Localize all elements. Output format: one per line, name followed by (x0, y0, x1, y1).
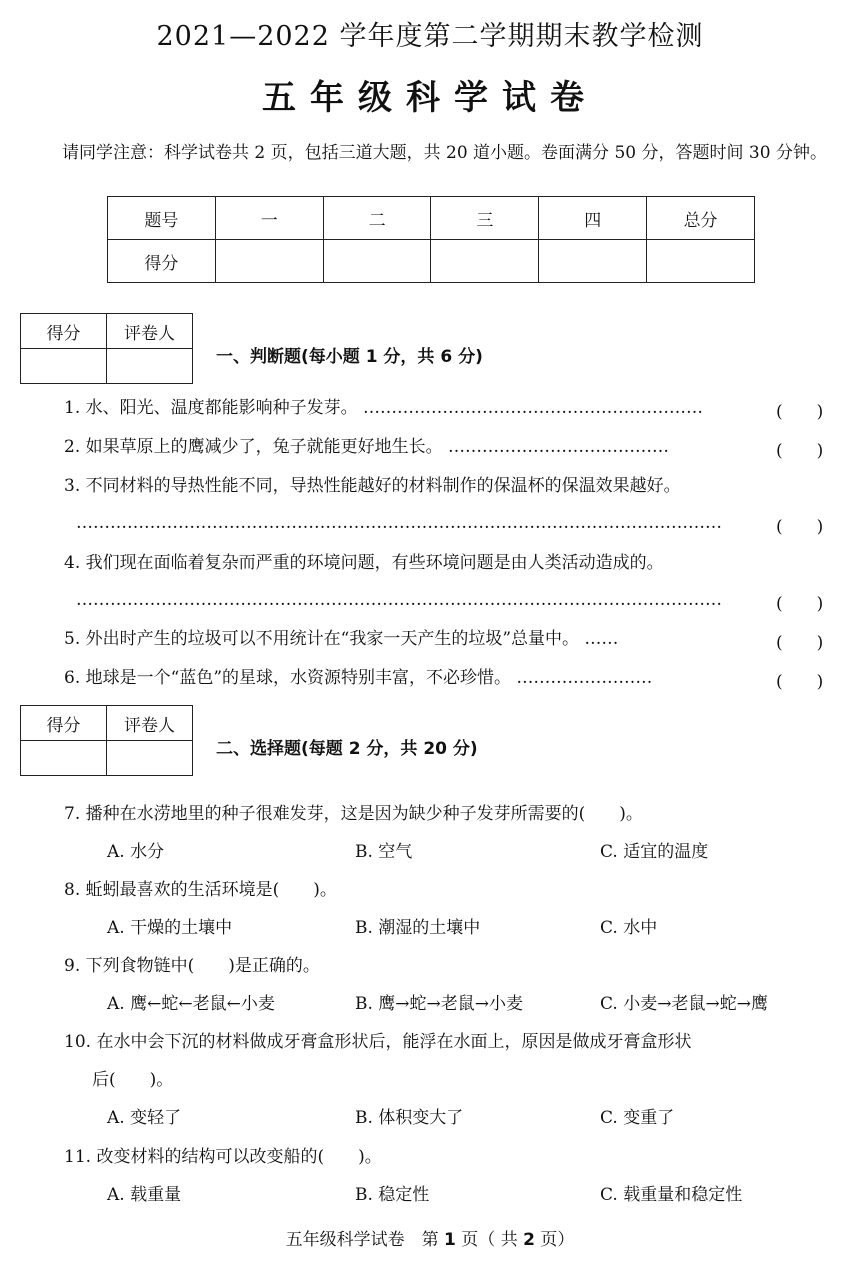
option-a[interactable]: A. 水分 (107, 842, 165, 862)
score-table-header-cell: 一 (215, 197, 323, 240)
judge-question-4: 4. 我们现在面临着复杂而严重的环境问题，有些环境问题是由人类活动造成的。 (64, 553, 664, 573)
footer-page-number: 1 (444, 1230, 456, 1250)
grader-score-label: 得分 (21, 314, 107, 349)
footer-middle: 页（ 共 (455, 1230, 524, 1250)
question-text: 2. 如果草原上的鹰减少了，兔子就能更好地生长。 (64, 437, 449, 457)
score-table-header-cell: 题号 (108, 197, 216, 240)
footer-total-pages: 2 (523, 1230, 535, 1250)
question-text: 1. 水、阳光、温度都能影响种子发芽。 (64, 398, 364, 418)
score-table-header-cell: 二 (323, 197, 431, 240)
score-table-header-row (108, 197, 755, 240)
judge-question-1 (64, 397, 703, 419)
leader-dots: …… (584, 629, 619, 649)
grader-score-label: 得分 (21, 706, 107, 741)
exam-period-title: 2021—2022 学年度第二学期期末教学检测 (156, 21, 704, 52)
option-c[interactable]: C. 水中 (600, 918, 658, 938)
option-a[interactable]: A. 变轻了 (107, 1108, 182, 1128)
option-b[interactable]: B. 稳定性 (355, 1185, 430, 1205)
page-footer (0, 1225, 860, 1250)
grader-box-section1 (20, 313, 193, 384)
answer-paren[interactable]: ( ) (776, 441, 824, 461)
option-a[interactable]: A. 鹰←蛇←老鼠←小麦 (107, 994, 275, 1014)
grader-name-cell[interactable] (107, 349, 193, 384)
choice-question-8: 8. 蚯蚓最喜欢的生活环境是( )。 (64, 880, 337, 900)
leader-dots: ………………………………… (448, 437, 670, 457)
choice-question-10-continued: 后( )。 (92, 1070, 174, 1090)
choice-question-9: 9. 下列食物链中( )是正确的。 (64, 956, 320, 976)
choice-question-10: 10. 在水中会下沉的材料做成牙膏盒形状后，能浮在水面上，原因是做成牙膏盒形状 (64, 1032, 692, 1052)
score-table-header-cell: 四 (539, 197, 647, 240)
leader-dots: …………………… (516, 668, 653, 688)
score-cell[interactable] (539, 240, 647, 283)
score-cell[interactable] (431, 240, 539, 283)
leader-dots: …………………………………………………………………………………………………… (76, 590, 722, 610)
question-text: 5. 外出时产生的垃圾可以不用统计在“我家一天产生的垃圾”总量中。 (64, 629, 585, 649)
grader-name-label: 评卷人 (107, 706, 193, 741)
judge-question-6 (64, 667, 652, 689)
choice-question-7: 7. 播种在水涝地里的种子很难发芽，这是因为缺少种子发芽所需要的( )。 (64, 804, 643, 824)
section1-title: 一、判断题(每小题 1 分，共 6 分) (216, 347, 483, 367)
option-b[interactable]: B. 体积变大了 (355, 1108, 464, 1128)
option-a[interactable]: A. 载重量 (107, 1185, 182, 1205)
answer-paren[interactable]: ( ) (776, 594, 824, 614)
score-table (107, 196, 755, 283)
section2-title: 二、选择题(每题 2 分，共 20 分) (216, 739, 478, 759)
option-c[interactable]: C. 适宜的温度 (600, 842, 709, 862)
footer-suffix: 页） (534, 1230, 575, 1250)
grader-score-cell[interactable] (21, 349, 107, 384)
choice-question-11: 11. 改变材料的结构可以改变船的( )。 (64, 1147, 382, 1167)
option-c[interactable]: C. 小麦→老鼠→蛇→鹰 (600, 994, 768, 1014)
judge-question-3: 3. 不同材料的导热性能不同，导热性能越好的材料制作的保温杯的保温效果越好。 (64, 476, 681, 496)
judge-question-5 (64, 628, 618, 650)
answer-paren[interactable]: ( ) (776, 633, 824, 653)
leader-dots: …………………………………………………… (363, 398, 704, 418)
score-table-score-row (108, 240, 755, 283)
answer-paren[interactable]: ( ) (776, 517, 824, 537)
judge-question-2 (64, 436, 669, 458)
grader-score-cell[interactable] (21, 741, 107, 776)
score-table-header-cell: 三 (431, 197, 539, 240)
footer-prefix: 五年级科学试卷 第 (285, 1230, 445, 1250)
option-b[interactable]: B. 空气 (355, 842, 413, 862)
answer-paren[interactable]: ( ) (776, 672, 824, 692)
option-c[interactable]: C. 变重了 (600, 1108, 675, 1128)
grader-name-cell[interactable] (107, 741, 193, 776)
score-table-header-cell: 总分 (647, 197, 755, 240)
score-cell[interactable] (647, 240, 755, 283)
answer-paren[interactable]: ( ) (776, 402, 824, 422)
grader-box-section2 (20, 705, 193, 776)
exam-subject-title: 五年级科学试卷 (262, 78, 598, 118)
exam-notice: 请同学注意：科学试卷共 2 页，包括三道大题，共 20 道小题。卷面满分 50 分，答题时间 30 分钟。 (62, 143, 827, 163)
question-text: 6. 地球是一个“蓝色”的星球，水资源特别丰富，不必珍惜。 (64, 668, 517, 688)
score-cell[interactable] (215, 240, 323, 283)
grader-name-label: 评卷人 (107, 314, 193, 349)
option-b[interactable]: B. 鹰→蛇→老鼠→小麦 (355, 994, 524, 1014)
option-b[interactable]: B. 潮湿的土壤中 (355, 918, 481, 938)
leader-dots: …………………………………………………………………………………………………… (76, 513, 722, 533)
option-a[interactable]: A. 干燥的土壤中 (107, 918, 233, 938)
score-table-row-label: 得分 (108, 240, 216, 283)
score-cell[interactable] (323, 240, 431, 283)
option-c[interactable]: C. 载重量和稳定性 (600, 1185, 743, 1205)
